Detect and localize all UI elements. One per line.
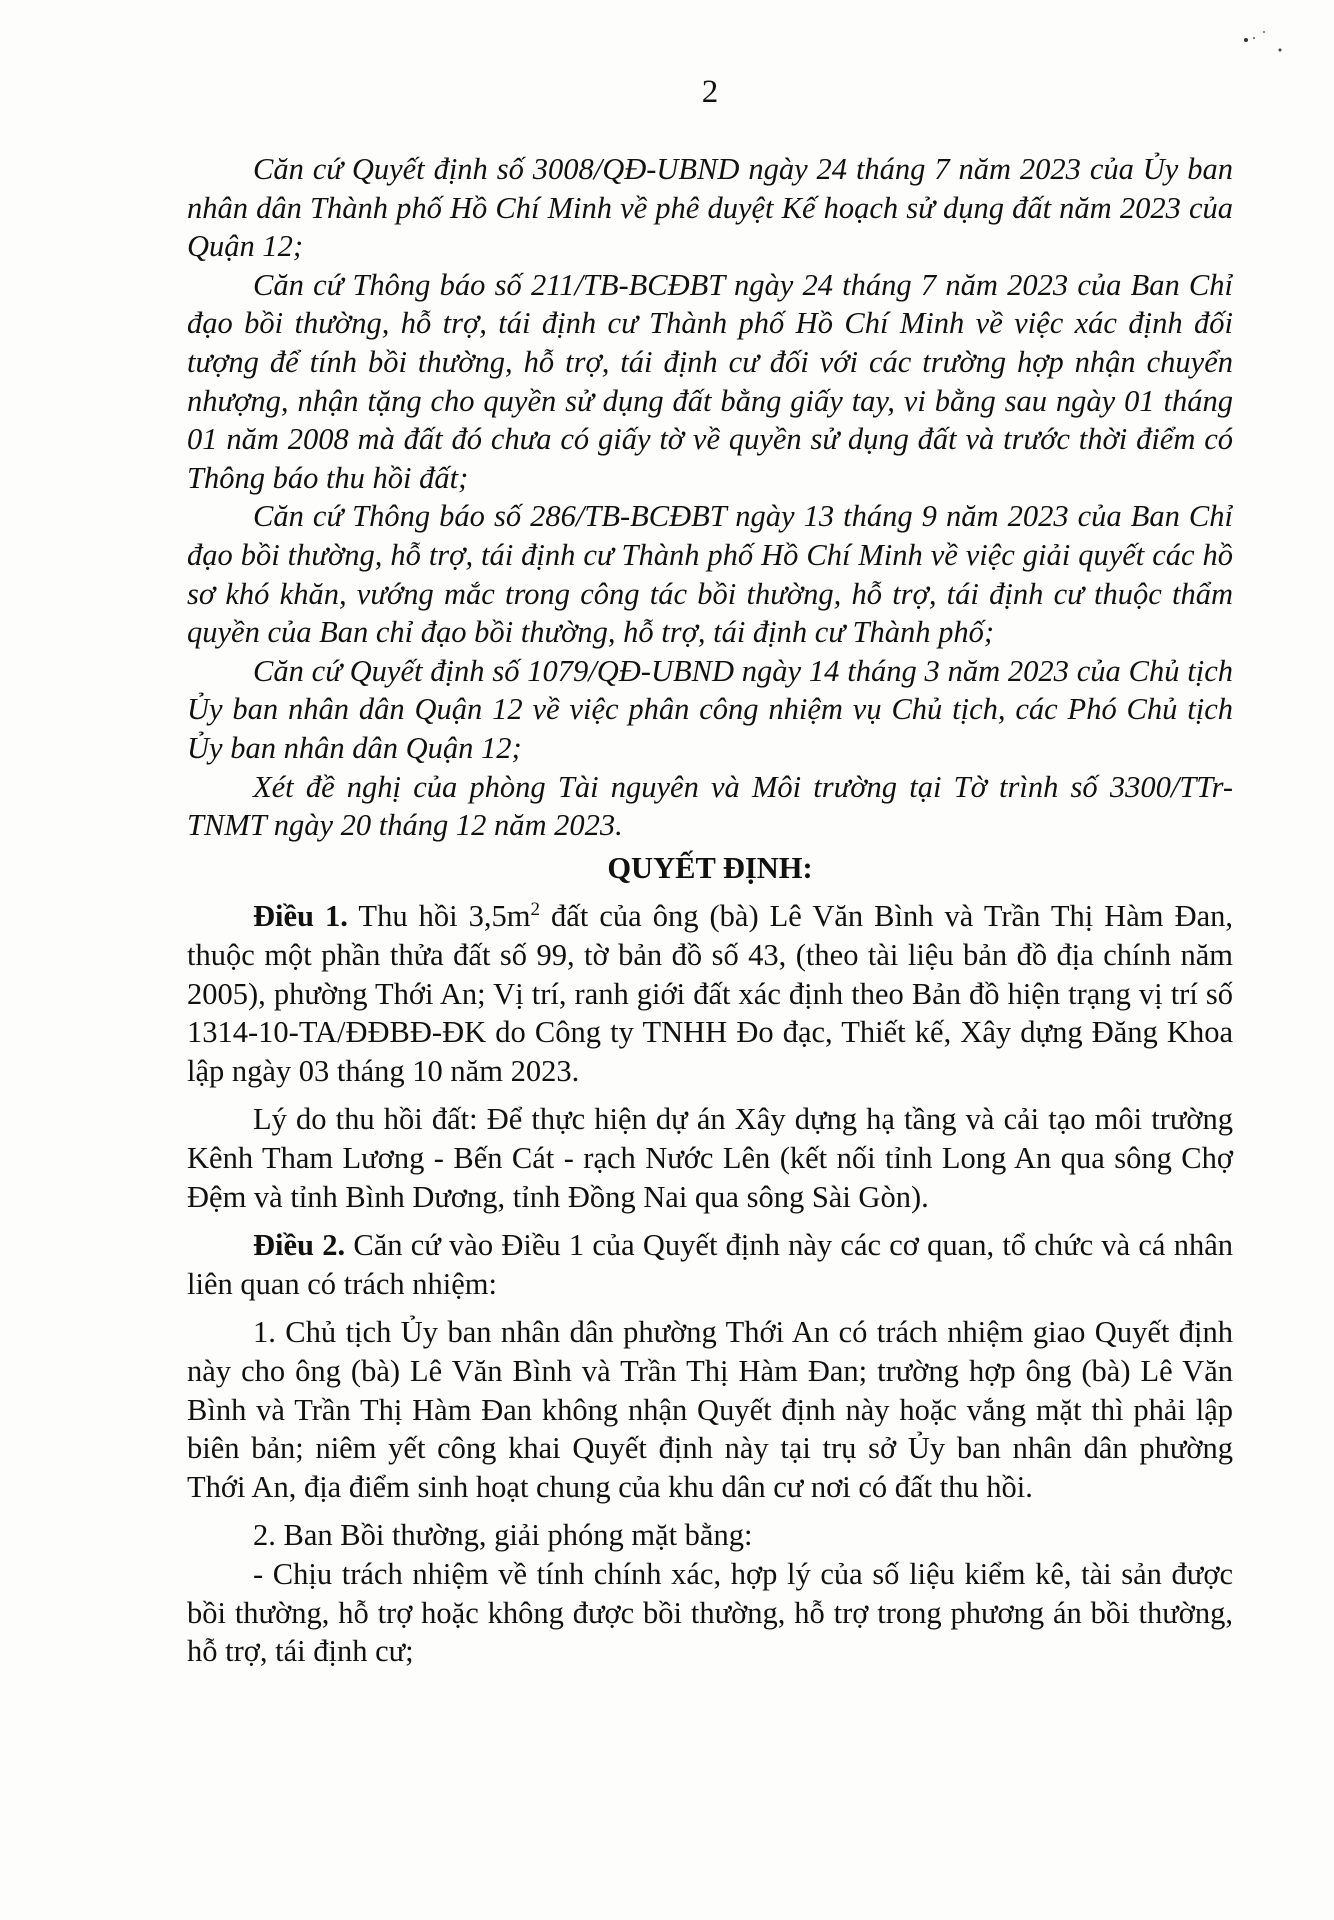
document-body: [187, 150, 1233, 1671]
preamble-paragraph-5: Xét đề nghị của phòng Tài nguyên và Môi trường tại Tờ trình số 3300/TTr-TNMT ngày 20 tháng 12 năm 2023.: [187, 769, 1233, 843]
article-1-text-b: đất của ông (bà) Lê Văn Bình và Trần Thị Hàm Đan, thuộc một phần thửa đất số 99, tờ bản đồ số 43, (theo tài liệu bản đồ địa chính năm 2005), phường Thới An; Vị trí, ranh giới đất xác định theo Bản đồ hiện trạng vị trí số 1314-10-TA/ĐĐBĐ-ĐK do Công ty TNHH Đo đạc, Thiết kế, Xây dựng Đăng Khoa lập ngày 03 tháng 10 năm 2023.: [187, 899, 1234, 1088]
article-2-label: Điều 2.: [253, 1228, 346, 1263]
article-2-item-2-bullet: - Chịu trách nhiệm về tính chính xác, hợp lý của số liệu kiểm kê, tài sản được bồi thường, hỗ trợ hoặc không được bồi thường, hỗ trợ trong phương án bồi thường, hỗ trợ, tái định cư;: [187, 1556, 1233, 1669]
article-1-text-a: Thu hồi 3,5m: [347, 899, 531, 934]
preamble-paragraph-3: Căn cứ Thông báo số 286/TB-BCĐBT ngày 13 tháng 9 năm 2023 của Ban Chỉ đạo bồi thường, hỗ trợ, tái định cư Thành phố Hồ Chí Minh về việc giải quyết các hồ sơ khó khăn, vướng mắc trong công tác bồi thường, hỗ trợ, tái định cư thuộc thẩm quyền của Ban chỉ đạo bồi thường, hỗ trợ, tái định cư Thành phố;: [187, 499, 1233, 650]
decision-heading: QUYẾT ĐỊNH:: [607, 850, 813, 885]
article-1-paragraph: [187, 891, 1233, 1090]
preamble-paragraph-4: Căn cứ Quyết định số 1079/QĐ-UBND ngày 14 tháng 3 năm 2023 của Chủ tịch Ủy ban nhân dân Quận 12 về việc phân công nhiệm vụ Chủ tịch, các Phó Chủ tịch Ủy ban nhân dân Quận 12;: [187, 653, 1233, 765]
preamble-paragraph-2: Căn cứ Thông báo số 211/TB-BCĐBT ngày 24 tháng 7 năm 2023 của Ban Chỉ đạo bồi thường, hỗ trợ, tái định cư Thành phố Hồ Chí Minh về việc xác định đối tượng để tính bồi thường, hỗ trợ, tái định cư đối với các trường hợp nhận chuyển nhượng, nhận tặng cho quyền sử dụng đất bằng giấy tay, vi bằng sau ngày 01 tháng 01 năm 2008 mà đất đó chưa có giấy tờ về quyền sử dụng đất và trước thời điểm có Thông báo thu hồi đất;: [187, 267, 1233, 495]
area-unit-superscript: 2: [530, 899, 540, 921]
article-1-label: Điều 1.: [253, 899, 348, 934]
document-page: [187, 0, 1233, 1920]
article-1-reason: Lý do thu hồi đất: Để thực hiện dự án Xây dựng hạ tầng và cải tạo môi trường Kênh Tham Lương - Bến Cát - rạch Nước Lên (kết nối tỉnh Long An qua sông Chợ Đệm và tỉnh Bình Dương, tỉnh Đồng Nai qua sông Sài Gòn).: [187, 1102, 1233, 1214]
article-2-item-1: 1. Chủ tịch Ủy ban nhân dân phường Thới An có trách nhiệm giao Quyết định này cho ông (bà) Lê Văn Bình và Trần Thị Hàm Đan; trường hợp ông (bà) Lê Văn Bình và Trần Thị Hàm Đan không nhận Quyết định này hoặc vắng mặt thì phải lập biên bản; niêm yết công khai Quyết định này tại trụ sở Ủy ban nhân dân phường Thới An, địa điểm sinh hoạt chung của khu dân cư nơi có đất thu hồi.: [187, 1315, 1233, 1504]
article-2-item-2: 2. Ban Bồi thường, giải phóng mặt bằng:: [253, 1518, 753, 1553]
preamble-paragraph-1: Căn cứ Quyết định số 3008/QĐ-UBND ngày 24 tháng 7 năm 2023 của Ủy ban nhân dân Thành phố Hồ Chí Minh về phê duyệt Kế hoạch sử dụng đất năm 2023 của Quận 12;: [187, 152, 1233, 264]
page-number: 2: [701, 74, 719, 110]
article-2-paragraph: [187, 1226, 1233, 1303]
article-2-text: Căn cứ vào Điều 1 của Quyết định này các cơ quan, tổ chức và cá nhân liên quan có trách nhiệm:: [187, 1228, 1233, 1301]
scan-specks: [1234, 28, 1294, 58]
